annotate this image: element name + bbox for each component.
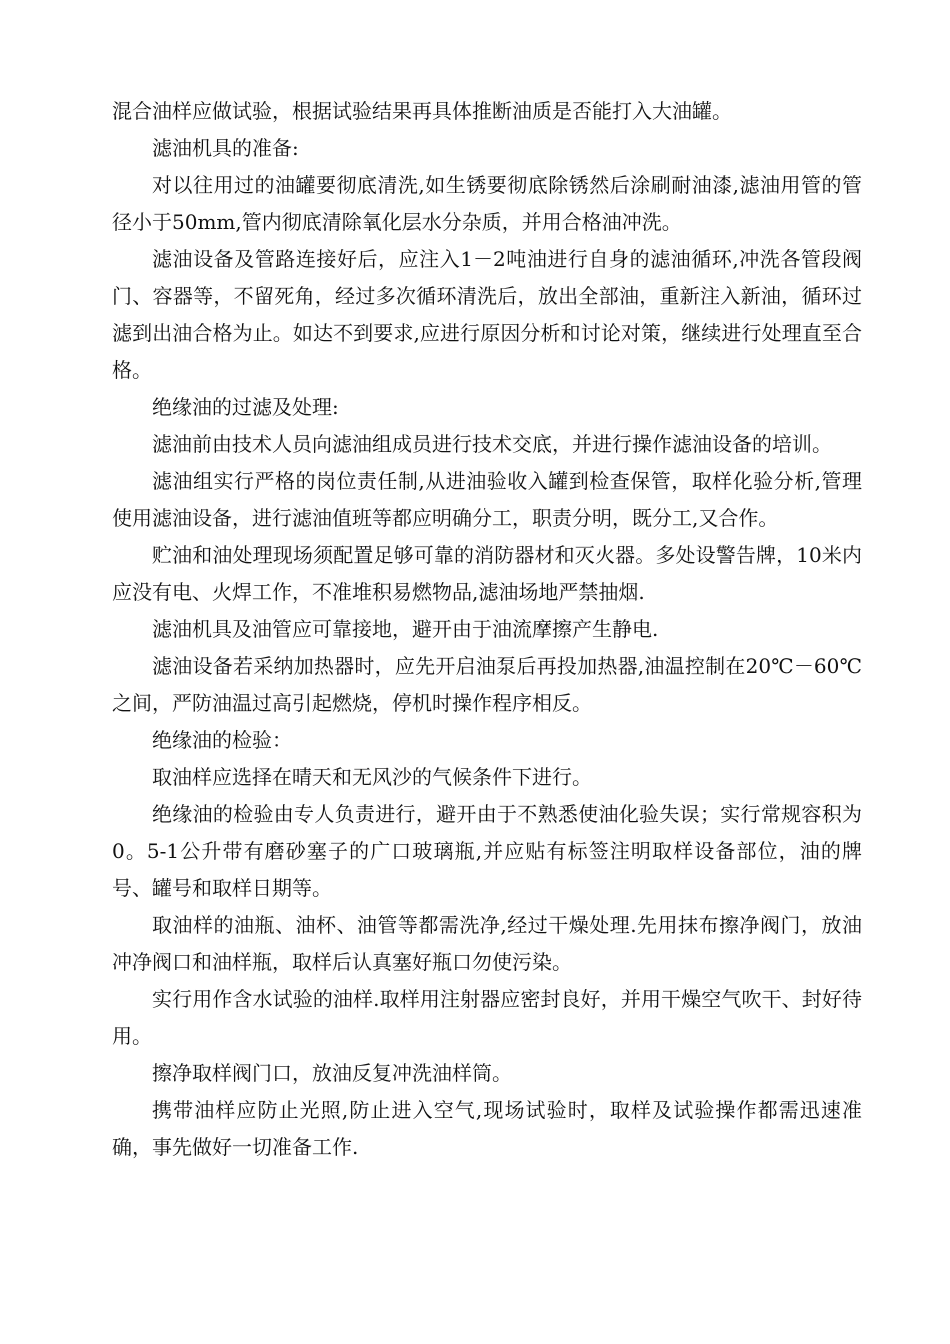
paragraph-8: 贮油和油处理现场须配置足够可靠的消防器材和灭火器。多处设警告牌，10米内应没有电、火焊工作，不准堆积易燃物品,滤油场地严禁抽烟. (112, 543, 862, 604)
paragraph-6: 滤油前由技术人员向滤油组成员进行技术交底，并进行操作滤油设备的培训。 (152, 432, 832, 456)
paragraph-7: 滤油组实行严格的岗位责任制,从进油验收入罐到检查保管，取样化验分析,管理使用滤油设备，进行滤油值班等都应明确分工，职责分明，既分工,又合作。 (112, 469, 862, 530)
paragraph-12: 取油样应选择在晴天和无风沙的气候条件下进行。 (152, 765, 592, 789)
paragraph-3: 对以往用过的油罐要彻底清洗,如生锈要彻底除锈然后涂刷耐油漆,滤油用管的管径小于50mm,管内彻底清除氧化层水分杂质，并用合格油冲洗。 (112, 173, 862, 234)
paragraph-15: 实行用作含水试验的油样.取样用注射器应密封良好，并用干燥空气吹干、封好待用。 (112, 987, 862, 1048)
paragraph-14: 取油样的油瓶、油杯、油管等都需洗净,经过干燥处理.先用抹布擦净阀门，放油冲净阀口和油样瓶，取样后认真塞好瓶口勿使污染。 (112, 913, 862, 974)
paragraph-9: 滤油机具及油管应可靠接地，避开由于油流摩擦产生静电. (152, 617, 659, 641)
paragraph-1: 混合油样应做试验，根据试验结果再具体推断油质是否能打入大油罐。 (112, 99, 732, 123)
section-heading-oil-inspection: 绝缘油的检验： (152, 728, 292, 752)
paragraph-16: 擦净取样阀门口，放油反复冲洗油样筒。 (152, 1061, 512, 1085)
paragraph-10: 滤油设备若采纳加热器时，应先开启油泵后再投加热器,油温控制在20℃－60℃之间，严防油温过高引起燃烧，停机时操作程序相反。 (112, 654, 862, 715)
paragraph-4: 滤油设备及管路连接好后，应注入1－2吨油进行自身的滤油循环,冲洗各管段阀门、容器等，不留死角，经过多次循环清洗后，放出全部油，重新注入新油，循环过滤到出油合格为止。如达不到要求,应进行原因分析和讨论对策，继续进行处理直至合格。 (112, 247, 862, 382)
paragraph-13: 绝缘油的检验由专人负责进行，避开由于不熟悉使油化验失误；实行常规容积为0。5-1公升带有磨砂塞子的广口玻璃瓶,并应贴有标签注明取样设备部位，油的牌号、罐号和取样日期等。 (112, 802, 862, 900)
document-body (112, 93, 862, 1166)
section-heading-oil-filtering: 绝缘油的过滤及处理: (152, 395, 339, 419)
paragraph-17: 携带油样应防止光照,防止进入空气,现场试验时，取样及试验操作都需迅速准确，事先做好一切准备工作. (112, 1098, 862, 1159)
section-heading-oil-filter-equipment: 滤油机具的准备: (152, 136, 299, 160)
